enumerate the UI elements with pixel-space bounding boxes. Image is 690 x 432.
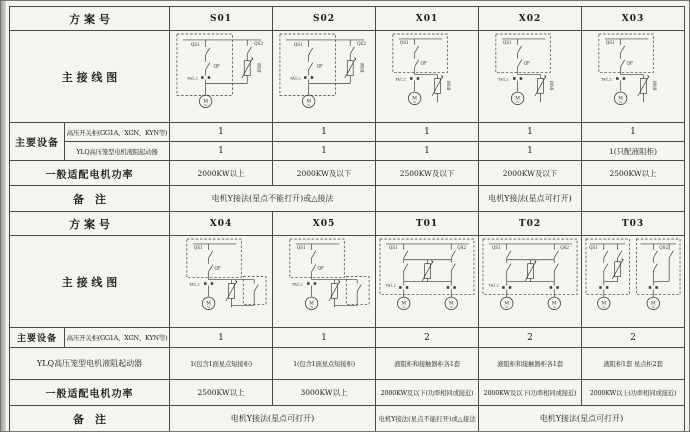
bottom-diagram-row xyxy=(10,236,685,328)
main-wiring-label: 主 接 线 图 xyxy=(10,31,170,123)
remark-cell: 电机Y接法(星点可打开) xyxy=(479,406,685,432)
wiring-diagram-cell xyxy=(582,236,685,328)
svg-text:QS1: QS1 xyxy=(388,244,398,250)
switchgear-label: 高压开关柜(GG1A、XGN、KYN等) xyxy=(65,328,170,348)
remark-cell xyxy=(376,186,479,212)
svg-text:TA1,2: TA1,2 xyxy=(488,283,499,288)
svg-text:QS1: QS1 xyxy=(502,39,512,45)
svg-text:QS2: QS2 xyxy=(659,244,669,250)
svg-text:QS2: QS2 xyxy=(357,40,367,46)
top-ylq-row xyxy=(10,142,685,161)
svg-text:~: ~ xyxy=(552,305,557,311)
ylq-starter-label: YLQ高压笼型电机液阻起动器 xyxy=(65,142,170,161)
remark-cell xyxy=(582,186,685,212)
value-cell: 1 xyxy=(170,123,273,142)
svg-text:~: ~ xyxy=(309,305,314,311)
bottom-scheme-header-row xyxy=(10,212,685,236)
scheme-header-x05: X05 xyxy=(273,212,376,236)
value-cell: 1 xyxy=(376,142,479,161)
remark-cell: 电机Y接法(星点可打开) xyxy=(170,406,376,432)
svg-text:QS1: QS1 xyxy=(293,41,303,47)
power-cell: 2500KW以上 xyxy=(170,380,273,406)
wiring-diagram-cell xyxy=(376,31,479,123)
power-cell: 2000KW及以下 xyxy=(273,161,376,186)
svg-text:M: M xyxy=(601,301,607,307)
svg-text:QF: QF xyxy=(213,63,220,69)
value-cell: 1(包含1面星点短接柜) xyxy=(273,348,376,380)
value-cell: 1(包含1面星点短接柜) xyxy=(170,348,273,380)
svg-text:M: M xyxy=(618,96,623,102)
svg-text:~: ~ xyxy=(203,103,208,109)
wiring-diagram-cell xyxy=(479,236,582,328)
svg-text:液阻器: 液阻器 xyxy=(652,80,657,91)
wiring-diagram-cell xyxy=(376,236,479,328)
wiring-diagram-x02 xyxy=(479,31,581,122)
power-cell: 2500KW及以下 xyxy=(376,161,479,186)
svg-text:QF: QF xyxy=(420,60,427,66)
svg-text:QS2: QS2 xyxy=(560,244,570,250)
scheme-no-label: 方 案 号 xyxy=(10,212,170,236)
svg-text:QF: QF xyxy=(214,265,221,271)
svg-text:TA1,2: TA1,2 xyxy=(601,77,612,82)
svg-text:TA1,2: TA1,2 xyxy=(292,282,303,287)
value-cell: 1 xyxy=(170,142,273,161)
top-switchgear-row xyxy=(10,123,685,142)
svg-text:QS1: QS1 xyxy=(605,39,615,45)
value-cell: 2 xyxy=(582,328,685,348)
svg-text:M: M xyxy=(309,301,314,307)
wiring-diagram-s01 xyxy=(170,31,272,122)
svg-text:~: ~ xyxy=(206,305,211,311)
wiring-diagram-x01 xyxy=(376,31,478,122)
remark-cell: 电机Y接法(星点不能打开)或△接法 xyxy=(376,406,479,432)
wiring-diagram-cell xyxy=(479,31,582,123)
value-cell: 1 xyxy=(273,123,376,142)
main-wiring-label: 主 接 线 图 xyxy=(10,236,170,328)
svg-text:QS1: QS1 xyxy=(296,244,306,250)
svg-text:QS1: QS1 xyxy=(588,244,598,250)
switchgear-label: 高压开关柜(GG1A、XGN、KYN等) xyxy=(65,123,170,142)
scheme-header-x04: X04 xyxy=(170,212,273,236)
main-equipment-label: 主要设备 xyxy=(10,123,65,161)
svg-text:~: ~ xyxy=(401,305,406,311)
motor-power-label: 一般适配电机功率 xyxy=(10,380,170,406)
wiring-diagram-x04 xyxy=(170,236,272,327)
svg-text:QS1: QS1 xyxy=(491,244,501,250)
value-cell: 2 xyxy=(479,328,582,348)
scheme-header-x03: X03 xyxy=(582,7,685,31)
bottom-remark-row xyxy=(10,406,685,432)
svg-text:QS2: QS2 xyxy=(254,40,264,46)
svg-text:QS1: QS1 xyxy=(399,39,409,45)
wiring-diagram-t02 xyxy=(479,236,581,327)
value-cell: 1 xyxy=(582,123,685,142)
top-scheme-header-row xyxy=(10,7,685,31)
wiring-diagram-x05 xyxy=(273,236,375,327)
svg-text:QF: QF xyxy=(316,63,323,69)
svg-text:~: ~ xyxy=(306,103,311,109)
svg-text:QS1: QS1 xyxy=(190,41,200,47)
power-cell: 2000KW以上 xyxy=(170,161,273,186)
power-cell: 2500KW以上 xyxy=(582,161,685,186)
scheme-header-x02: X02 xyxy=(479,7,582,31)
svg-text:M: M xyxy=(551,301,557,307)
top-power-row xyxy=(10,161,685,186)
svg-text:TA1,2: TA1,2 xyxy=(385,283,396,288)
bottom-power-row xyxy=(10,380,685,406)
wiring-diagram-s02 xyxy=(273,31,375,122)
top-remark-row xyxy=(10,186,685,212)
svg-text:~: ~ xyxy=(515,100,520,106)
value-cell: 1 xyxy=(479,123,582,142)
scheme-header-s01: S01 xyxy=(170,7,273,31)
svg-text:液阻器: 液阻器 xyxy=(257,62,262,73)
svg-text:M: M xyxy=(203,99,208,105)
power-cell: 2000KW及以下(功率相同或接近) xyxy=(376,380,479,406)
remark-label: 备 注 xyxy=(10,186,170,212)
value-cell: 1 xyxy=(376,123,479,142)
svg-text:TA1,2: TA1,2 xyxy=(189,282,200,287)
power-cell: 2000KW及以下(功率相同或接近) xyxy=(479,380,582,406)
svg-text:~: ~ xyxy=(504,305,509,311)
svg-text:液阻器: 液阻器 xyxy=(549,80,554,91)
ylq-starter-label: YLQ高压笼型电机液阻起动器 xyxy=(10,348,170,380)
svg-text:TA1,2: TA1,2 xyxy=(498,77,509,82)
scheme-no-label: 方 案 号 xyxy=(10,7,170,31)
svg-text:~: ~ xyxy=(618,100,623,106)
wiring-diagram-t01 xyxy=(376,236,478,327)
svg-text:M: M xyxy=(448,301,454,307)
scheme-header-t02: T02 xyxy=(479,212,582,236)
svg-text:QS2: QS2 xyxy=(457,244,467,250)
svg-text:TA1,2: TA1,2 xyxy=(395,77,406,82)
svg-text:M: M xyxy=(650,301,656,307)
svg-text:~: ~ xyxy=(601,305,606,311)
value-cell: 1 xyxy=(479,142,582,161)
svg-text:M: M xyxy=(515,96,520,102)
svg-text:TA1,2: TA1,2 xyxy=(290,76,301,81)
svg-text:QS1: QS1 xyxy=(193,244,203,250)
remark-cell: 电机Y接法(星点不能打开)或△接法 xyxy=(170,186,376,212)
svg-text:~: ~ xyxy=(651,305,656,311)
scheme-header-s02: S02 xyxy=(273,7,376,31)
svg-text:M: M xyxy=(401,301,407,307)
value-cell: 液阻柜和接触器柜各1套 xyxy=(376,348,479,380)
svg-text:QF: QF xyxy=(523,60,530,66)
svg-text:M: M xyxy=(504,301,510,307)
remark-label: 备 注 xyxy=(10,406,170,432)
scan-edge-band xyxy=(1,1,6,431)
wiring-diagram-t03 xyxy=(582,236,684,327)
main-equipment-label: 主要设备 xyxy=(10,328,65,348)
wiring-diagram-cell xyxy=(170,31,273,123)
svg-text:液阻器: 液阻器 xyxy=(360,62,365,73)
svg-text:QF: QF xyxy=(626,60,633,66)
top-diagram-row xyxy=(10,31,685,123)
wiring-diagram-cell xyxy=(273,31,376,123)
wiring-diagram-cell xyxy=(273,236,376,328)
value-cell: 1(只配液阻柜) xyxy=(582,142,685,161)
scheme-header-x01: X01 xyxy=(376,7,479,31)
svg-text:M: M xyxy=(306,99,311,105)
value-cell: 2 xyxy=(376,328,479,348)
svg-text:~: ~ xyxy=(449,305,454,311)
svg-text:TA1,2: TA1,2 xyxy=(187,76,198,81)
value-cell: 液阻柜1套 星点柜2套 xyxy=(582,348,685,380)
scheme-table xyxy=(9,6,685,432)
power-cell: 2000KW及以下 xyxy=(479,161,582,186)
value-cell: 1 xyxy=(273,328,376,348)
scheme-header-t01: T01 xyxy=(376,212,479,236)
power-cell: 3000KW以上 xyxy=(273,380,376,406)
svg-text:液阻器: 液阻器 xyxy=(446,80,451,91)
svg-text:~: ~ xyxy=(412,100,417,106)
svg-text:M: M xyxy=(412,96,417,102)
remark-cell: 电机Y接法(星点可打开) xyxy=(479,186,582,212)
svg-text:M: M xyxy=(206,301,211,307)
value-cell: 液阻柜和接触器柜各1套 xyxy=(479,348,582,380)
svg-text:QF: QF xyxy=(317,265,324,271)
value-cell: 1 xyxy=(170,328,273,348)
value-cell: 1 xyxy=(273,142,376,161)
bottom-switchgear-row xyxy=(10,328,685,348)
wiring-diagram-cell xyxy=(170,236,273,328)
wiring-diagram-cell xyxy=(582,31,685,123)
bottom-ylq-row xyxy=(10,348,685,380)
motor-power-label: 一般适配电机功率 xyxy=(10,161,170,186)
scheme-header-t03: T03 xyxy=(582,212,685,236)
wiring-diagram-x03 xyxy=(582,31,684,122)
power-cell: 2000KW以上(功率相同或接近) xyxy=(582,380,685,406)
